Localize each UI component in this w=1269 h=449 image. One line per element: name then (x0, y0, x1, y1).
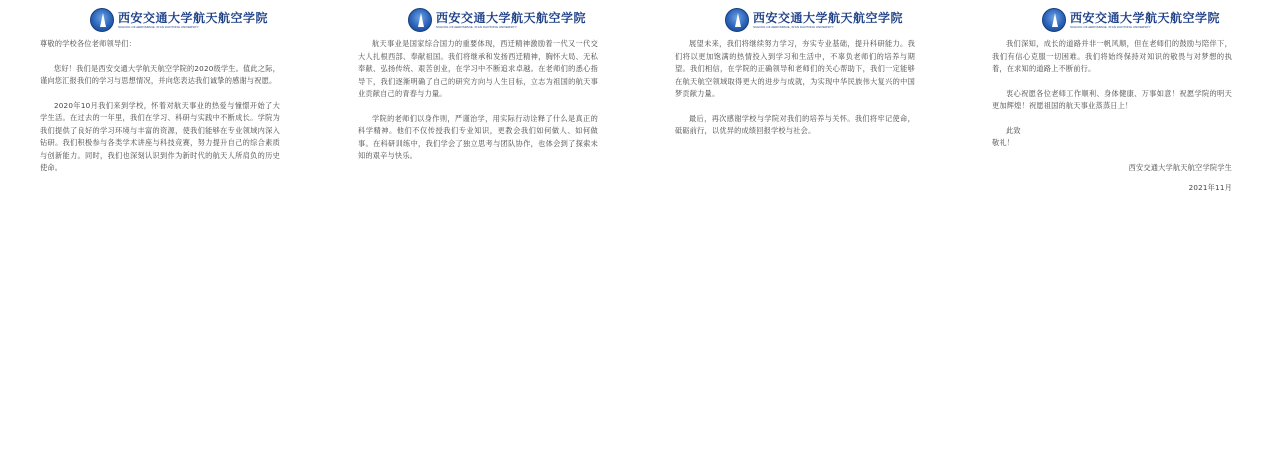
institution-name-en: SCHOOL OF AEROSPACE, XI'AN JIAOTONG UNIVERSITY (118, 24, 199, 29)
paragraph: 您好！我们是西安交通大学航天航空学院的2020级学生。值此之际，谨向您汇报我们的学习与思想情况，并向您表达我们诚挚的感谢与祝愿。 (40, 63, 280, 85)
institution-name: 西安交通大学航天航空学院 (1070, 10, 1221, 25)
paragraph: 航天事业是国家综合国力的重要体现，西迁精神激励着一代又一代交大人扎根西部、奉献祖国。我们将继承和发扬西迁精神，胸怀大局、无私奉献、弘扬传统、艰苦创业，在学习中不断追求卓越。在老师们的悉心指导下，我们逐渐明确了自己的研究方向与人生目标，立志为祖国的航天事业贡献自己的青春与力量。 (358, 39, 598, 98)
page-header (725, 7, 903, 33)
letter-page-3 (651, 0, 951, 449)
paragraph: 2020年10月我们来到学校，怀着对航天事业的热爱与憧憬开始了大学生活。在过去的一年里，我们在学习、科研与实践中不断成长。学院为我们提供了良好的学习环境与丰富的资源，使我们能够在专业领域内深入钻研。我们积极参与各类学术讲座与科技竞赛，努力提升自己的综合素质与创新能力。同时，我们也深刻认识到作为新时代的航天人所肩负的历史使命。 (40, 100, 280, 172)
page-body (358, 38, 598, 175)
paragraph: 衷心祝愿各位老师工作顺利、身体健康、万事如意！祝愿学院的明天更加辉煌！祝愿祖国的航天事业蒸蒸日上！ (992, 88, 1232, 110)
page-header (90, 7, 268, 33)
letter-page-2 (334, 0, 634, 449)
paragraph: 学院的老师们以身作则，严谨治学，用实际行动诠释了什么是真正的科学精神。他们不仅传授我们专业知识，更教会我们如何做人、如何做事。在科研训练中，我们学会了独立思考与团队协作，也体会到了探索未知的艰辛与快乐。 (358, 113, 598, 160)
institution-name: 西安交通大学航天航空学院 (118, 10, 269, 25)
page-header (1042, 7, 1220, 33)
salutation: 尊敬的学校各位老师领导们： (40, 39, 137, 48)
page-body (40, 38, 280, 187)
closing-line: 此致 (1006, 125, 1021, 135)
university-logo-icon (408, 8, 432, 32)
university-logo-icon (90, 8, 114, 32)
institution-name-en: SCHOOL OF AEROSPACE, XI'AN JIAOTONG UNIVERSITY (1070, 24, 1151, 29)
signature: 西安交通大学航天航空学院学生 (1128, 162, 1232, 172)
page-body (675, 38, 915, 150)
institution-name: 西安交通大学航天航空学院 (436, 10, 587, 25)
closing-line: 敬礼！ (992, 138, 1015, 147)
page-body (992, 38, 1232, 207)
date: 2021年11月 (1188, 183, 1232, 192)
university-logo-icon (1042, 8, 1066, 32)
institution-name: 西安交通大学航天航空学院 (753, 10, 904, 25)
paragraph: 我们深知，成长的道路并非一帆风顺，但在老师们的鼓励与陪伴下，我们有信心克服一切困难。我们将始终保持对知识的敬畏与对梦想的执着，在求知的道路上不断前行。 (992, 39, 1232, 73)
institution-name-en: SCHOOL OF AEROSPACE, XI'AN JIAOTONG UNIVERSITY (753, 24, 834, 29)
letter-page-4 (968, 0, 1268, 449)
institution-name-en: SCHOOL OF AEROSPACE, XI'AN JIAOTONG UNIVERSITY (436, 24, 517, 29)
paragraph: 展望未来，我们将继续努力学习，夯实专业基础，提升科研能力。我们将以更加饱满的热情投入到学习和生活中，不辜负老师们的培养与期望。我们相信，在学院的正确领导和老师们的关心帮助下，我们一定能够在航天航空领域取得更大的进步与成就，为实现中华民族伟大复兴的中国梦贡献力量。 (675, 39, 915, 98)
university-logo-icon (725, 8, 749, 32)
page-header (408, 7, 586, 33)
paragraph: 最后，再次感谢学校与学院对我们的培养与关怀。我们将牢记使命，砥砺前行，以优异的成绩回报学校与社会。 (675, 113, 915, 135)
letter-page-1 (16, 0, 316, 449)
